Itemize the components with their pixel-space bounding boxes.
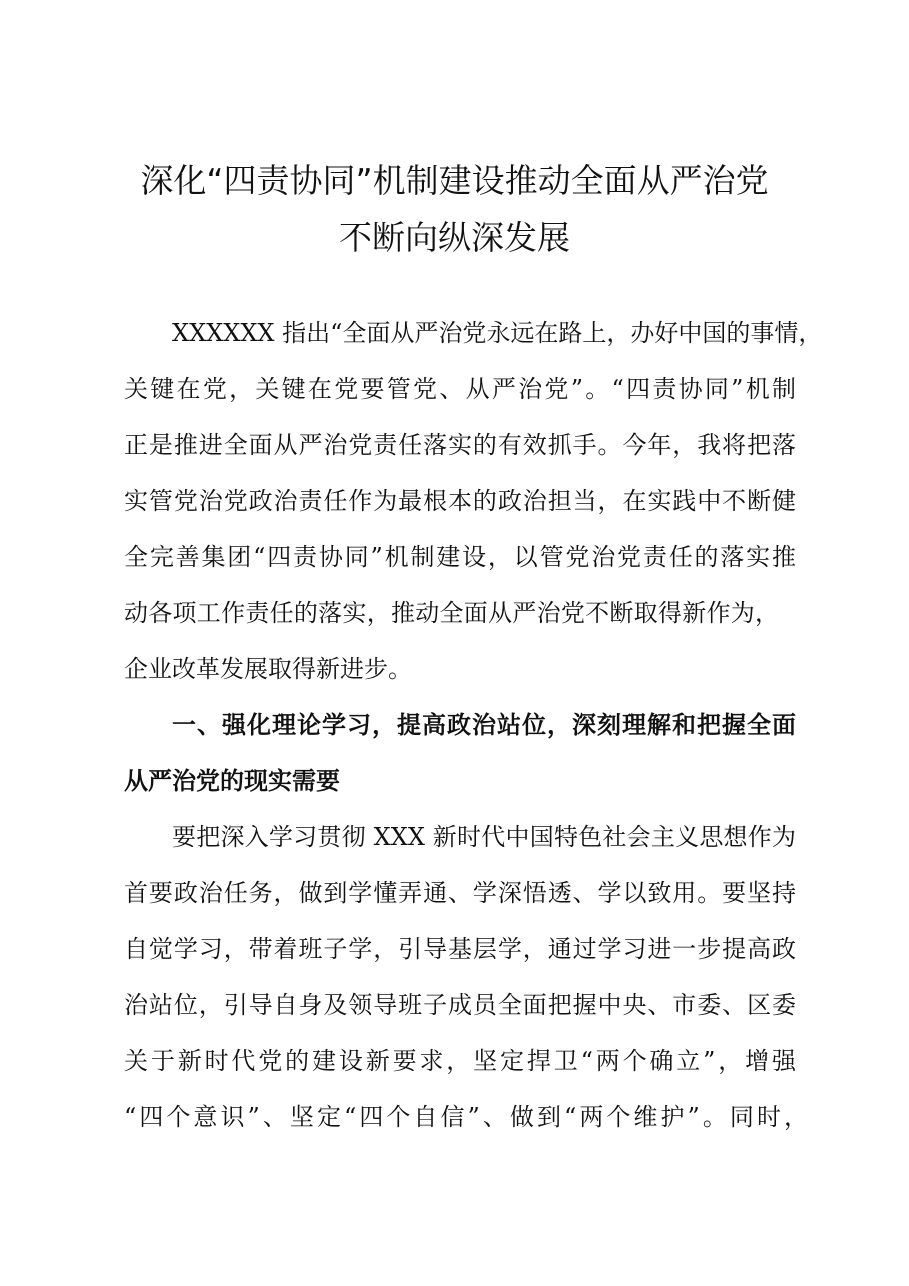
paragraph-2-line-5: 关于新时代党的建设新要求，坚定捍卫“两个确立”，增强 xyxy=(124,1047,796,1075)
paragraph-1-line-2: 关键在党，关键在党要管党、从严治党”。“四责协同”机制 xyxy=(124,375,796,403)
paragraph-2-line-1: 要把深入学习贯彻 XXX 新时代中国特色社会主义思想作为 xyxy=(172,823,796,851)
document-title-line-2: 不断向纵深发展 xyxy=(339,218,570,257)
paragraph-1-line-4: 实管党治党政治责任作为最根本的政治担当，在实践中不断健 xyxy=(124,487,796,515)
paragraph-1-line-3: 正是推进全面从严治党责任落实的有效抓手。今年，我将把落 xyxy=(124,431,796,459)
section-1-heading-line-2: 从严治党的现实需要 xyxy=(124,767,340,795)
paragraph-2-line-3: 自觉学习，带着班子学，引导基层学，通过学习进一步提高政 xyxy=(124,935,796,963)
paragraph-1-line-6: 动各项工作责任的落实，推动全面从严治党不断取得新作为， xyxy=(124,599,779,627)
paragraph-1-line-5: 全完善集团“四责协同”机制建设，以管党治党责任的落实推 xyxy=(124,543,796,571)
paragraph-1-line-1: XXXXXX 指出“全面从严治党永远在路上，办好中国的事情， xyxy=(172,319,823,347)
paragraph-1-line-7: 企业改革发展取得新进步。 xyxy=(124,655,412,683)
paragraph-2-line-2: 首要政治任务，做到学懂弄通、学深悟透、学以致用。要坚持 xyxy=(124,879,796,907)
section-1-heading-line-1: 一、强化理论学习，提高政治站位，深刻理解和把握全面 xyxy=(172,711,796,739)
paragraph-2-line-6: “四个意识”、坚定“四个自信”、做到“两个维护”。同时， xyxy=(124,1103,808,1131)
document-title-line-1: 深化“四责协同”机制建设推动全面从严治党 xyxy=(140,161,769,200)
paragraph-2-line-4: 治站位，引导自身及领导班子成员全面把握中央、市委、区委 xyxy=(124,991,796,1019)
